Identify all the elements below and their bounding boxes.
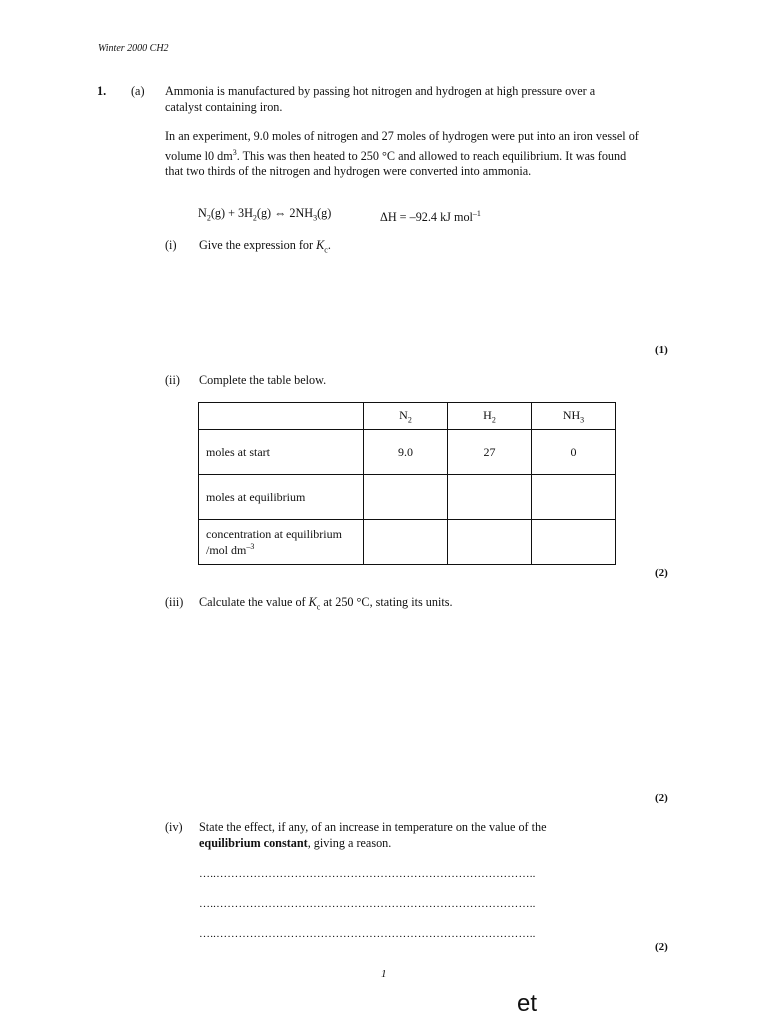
part-iii-marks: (2) bbox=[655, 792, 668, 804]
eq-sub: 2 bbox=[252, 213, 257, 223]
part-i-label: (i) bbox=[165, 238, 177, 252]
document-header: Winter 2000 CH2 bbox=[98, 43, 169, 54]
question-intro: Ammonia is manufactured by passing hot nitrogen and hydrogen at high pressure over a catalyst containing iron. bbox=[165, 84, 596, 114]
eq-part: (g) + 3H bbox=[210, 206, 253, 220]
table-header-cell bbox=[448, 403, 532, 430]
eq-part: (g) ⇔ 2NH bbox=[256, 206, 314, 220]
page-number: 1 bbox=[381, 968, 387, 980]
row-label bbox=[199, 520, 364, 565]
answer-line-2[interactable]: …..………………………………………………………………………….. bbox=[199, 898, 536, 910]
header-sub: 2 bbox=[407, 415, 412, 425]
equilibrium-table bbox=[198, 402, 616, 565]
part-iii-label: (iii) bbox=[165, 595, 184, 609]
part-i-text bbox=[199, 238, 331, 258]
part-iv-label: (iv) bbox=[165, 820, 183, 834]
part-i-marks: (1) bbox=[655, 344, 668, 356]
kc-sub: c bbox=[316, 602, 321, 612]
enthalpy-sup: –1 bbox=[472, 209, 481, 218]
table-header-cell bbox=[364, 403, 448, 430]
question-part-label: (a) bbox=[131, 84, 145, 98]
row-label-sup: –3 bbox=[246, 541, 255, 551]
reaction-equation bbox=[198, 206, 331, 226]
kc-symbol: K bbox=[308, 595, 317, 609]
row-label: moles at start bbox=[199, 430, 364, 475]
table-header-cell bbox=[199, 403, 364, 430]
table-row bbox=[199, 475, 616, 520]
answer-line-3[interactable]: …..………………………………………………………………………….. bbox=[199, 928, 536, 940]
bold-term: equilibrium constant bbox=[199, 835, 308, 850]
kc-sub: c bbox=[324, 245, 328, 255]
experiment-paragraph bbox=[165, 129, 640, 180]
part-iv-marks: (2) bbox=[655, 941, 668, 953]
experiment-text-1: In an experiment, 9.0 moles of nitrogen and 27 moles of hydrogen were put into an iron vessel of volume l0 dm bbox=[165, 129, 639, 163]
answer-line-1[interactable]: …..………………………………………………………………………….. bbox=[199, 868, 536, 880]
row-label-line2: /mol dm bbox=[206, 542, 247, 557]
part-iii-text bbox=[199, 595, 453, 615]
eq-sub: 2 bbox=[206, 213, 211, 223]
header-sub: 2 bbox=[491, 415, 496, 425]
eq-sub: 3 bbox=[313, 213, 318, 223]
part-iv-text bbox=[199, 820, 619, 851]
answer-cell[interactable] bbox=[364, 475, 448, 520]
answer-cell[interactable] bbox=[532, 475, 616, 520]
part-text: , giving a reason. bbox=[307, 835, 392, 850]
experiment-text-2: . This was then heated to 250 °C and allowed to reach equilibrium. It was found that two thirds of the nitrogen and hydrogen were converted into ammonia. bbox=[165, 148, 627, 179]
eq-part: (g) bbox=[317, 206, 332, 220]
experiment-sup: 3 bbox=[232, 147, 237, 157]
question-number: 1. bbox=[97, 84, 107, 98]
enthalpy-change bbox=[380, 206, 481, 226]
header-text: NH bbox=[562, 407, 581, 422]
part-ii-label: (ii) bbox=[165, 373, 180, 387]
answer-cell[interactable] bbox=[364, 520, 448, 565]
header-text: N bbox=[399, 407, 408, 422]
table-row bbox=[199, 520, 616, 565]
part-text: Calculate the value of bbox=[199, 595, 309, 609]
footer-text: et bbox=[517, 990, 538, 1017]
row-label-line1: concentration at equilibrium bbox=[206, 526, 342, 541]
table-cell: 9.0 bbox=[364, 430, 448, 475]
table-row bbox=[199, 430, 616, 475]
table-cell: 0 bbox=[532, 430, 616, 475]
enthalpy-text: ΔH = –92.4 kJ mol bbox=[380, 210, 473, 225]
answer-cell[interactable] bbox=[448, 520, 532, 565]
answer-cell[interactable] bbox=[448, 475, 532, 520]
part-ii-text: Complete the table below. bbox=[199, 373, 327, 387]
part-text: Give the expression for bbox=[199, 238, 317, 252]
part-text: at 250 °C, stating its units. bbox=[320, 595, 453, 609]
part-text: . bbox=[327, 238, 331, 252]
eq-part: N bbox=[198, 206, 207, 220]
table-header-row bbox=[199, 403, 616, 430]
header-sub: 3 bbox=[580, 415, 585, 425]
answer-cell[interactable] bbox=[532, 520, 616, 565]
row-label: moles at equilibrium bbox=[199, 475, 364, 520]
table-header-cell bbox=[532, 403, 616, 430]
part-text: State the effect, if any, of an increase in temperature on the value of the bbox=[199, 820, 547, 834]
kc-symbol: K bbox=[316, 238, 325, 252]
part-ii-marks: (2) bbox=[655, 567, 668, 579]
header-text: H bbox=[483, 407, 492, 422]
table-cell: 27 bbox=[448, 430, 532, 475]
